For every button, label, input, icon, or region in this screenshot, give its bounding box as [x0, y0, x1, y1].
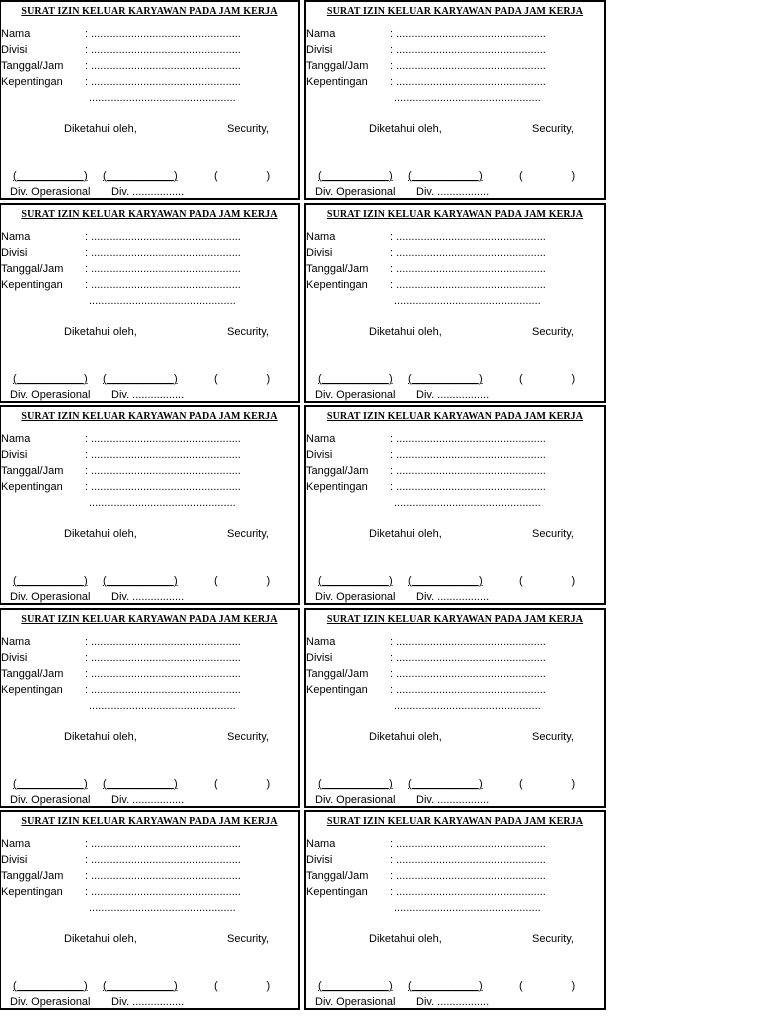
exit-permit-form: [0, 810, 300, 1010]
field-label: Tanggal/Jam: [306, 465, 369, 477]
field-value: : .................................................: [390, 668, 546, 680]
field-value: : .................................................: [390, 854, 546, 866]
field-value: : .................................................: [85, 481, 241, 493]
signature-blank-division: (___________): [103, 373, 178, 385]
field-label: Tanggal/Jam: [306, 668, 369, 680]
field-value: : .................................................: [85, 60, 241, 72]
field-value: : .................................................: [390, 263, 546, 275]
field-value: : .................................................: [390, 247, 546, 259]
field-label: Kepentingan: [1, 481, 63, 493]
field-value: : .................................................: [85, 838, 241, 850]
security-label: Security,: [532, 933, 574, 945]
field-nama: [306, 838, 604, 853]
field-label: Kepentingan: [1, 279, 63, 291]
div-other-label: Div. .................: [111, 389, 185, 401]
field-continuation: [306, 92, 604, 107]
continuation-line: ................................................: [394, 700, 541, 712]
field-divisi: [306, 854, 604, 869]
field-label: Kepentingan: [306, 279, 368, 291]
div-operasional-label: Div. Operasional: [315, 591, 396, 603]
form-title: SURAT IZIN KELUAR KARYAWAN PADA JAM KERJA: [326, 816, 584, 827]
field-value: : .................................................: [390, 76, 546, 88]
security-label: Security,: [227, 326, 269, 338]
field-nama: [306, 231, 604, 246]
continuation-line: ................................................: [394, 497, 541, 509]
signature-blank-security: ( ): [214, 778, 271, 790]
field-kepentingan: [306, 481, 604, 496]
field-divisi: [306, 44, 604, 59]
field-label: Divisi: [1, 652, 28, 664]
field-label: Nama: [306, 231, 336, 243]
continuation-line: ................................................: [394, 295, 541, 307]
field-kepentingan: [1, 481, 298, 496]
field-label: Tanggal/Jam: [1, 668, 64, 680]
div-other-label: Div. .................: [416, 794, 490, 806]
field-value: : .................................................: [85, 279, 241, 291]
exit-permit-form: [0, 203, 300, 403]
security-label: Security,: [227, 933, 269, 945]
form-title: SURAT IZIN KELUAR KARYAWAN PADA JAM KERJA: [21, 411, 278, 422]
continuation-line: ................................................: [89, 92, 236, 104]
signature-blank-security: ( ): [519, 575, 576, 587]
field-continuation: [1, 92, 298, 107]
div-other-label: Div. .................: [416, 591, 490, 603]
security-label: Security,: [227, 123, 269, 135]
field-value: : .................................................: [85, 263, 241, 275]
field-continuation: [306, 497, 604, 512]
security-label: Security,: [532, 123, 574, 135]
field-continuation: [306, 902, 604, 917]
div-other-label: Div. .................: [111, 794, 185, 806]
field-continuation: [1, 497, 298, 512]
exit-permit-form: [304, 203, 606, 403]
field-label: Kepentingan: [306, 684, 368, 696]
form-title: SURAT IZIN KELUAR KARYAWAN PADA JAM KERJA: [326, 411, 584, 422]
field-continuation: [306, 700, 604, 715]
field-value: : .................................................: [85, 870, 241, 882]
form-title: SURAT IZIN KELUAR KARYAWAN PADA JAM KERJA: [326, 209, 584, 220]
field-continuation: [1, 295, 298, 310]
known-by-label: Diketahui oleh,: [369, 326, 442, 338]
field-label: Tanggal/Jam: [1, 465, 64, 477]
field-kepentingan: [1, 279, 298, 294]
signature-blank-division: (___________): [408, 373, 483, 385]
field-label: Divisi: [1, 854, 28, 866]
field-value: : .................................................: [85, 433, 241, 445]
field-value: : .................................................: [85, 668, 241, 680]
field-value: : .................................................: [85, 465, 241, 477]
field-divisi: [306, 247, 604, 262]
continuation-line: ................................................: [89, 295, 236, 307]
field-tanggal-jam: [306, 263, 604, 278]
signature-blank-operasional: (___________): [318, 373, 393, 385]
field-label: Kepentingan: [306, 886, 368, 898]
field-label: Divisi: [1, 44, 28, 56]
signature-blank-security: ( ): [214, 373, 271, 385]
field-kepentingan: [1, 684, 298, 699]
field-label: Nama: [306, 28, 336, 40]
div-operasional-label: Div. Operasional: [10, 996, 91, 1008]
field-value: : .................................................: [390, 44, 546, 56]
field-value: : .................................................: [85, 636, 241, 648]
field-continuation: [1, 700, 298, 715]
continuation-line: ................................................: [394, 92, 541, 104]
div-operasional-label: Div. Operasional: [10, 186, 91, 198]
field-label: Tanggal/Jam: [306, 870, 369, 882]
continuation-line: ................................................: [394, 902, 541, 914]
signature-blank-security: ( ): [519, 778, 576, 790]
field-value: : .................................................: [85, 28, 241, 40]
field-label: Kepentingan: [306, 481, 368, 493]
field-value: : .................................................: [85, 886, 241, 898]
signature-blank-security: ( ): [519, 980, 576, 992]
field-nama: [1, 433, 298, 448]
div-operasional-label: Div. Operasional: [10, 389, 91, 401]
known-by-label: Diketahui oleh,: [64, 326, 137, 338]
field-label: Divisi: [306, 44, 333, 56]
field-kepentingan: [306, 886, 604, 901]
div-other-label: Div. .................: [111, 996, 185, 1008]
signature-blank-operasional: (___________): [13, 575, 88, 587]
div-operasional-label: Div. Operasional: [10, 591, 91, 603]
exit-permit-form: [0, 405, 300, 605]
field-divisi: [1, 652, 298, 667]
field-value: : .................................................: [390, 838, 546, 850]
field-nama: [1, 28, 298, 43]
div-other-label: Div. .................: [416, 186, 490, 198]
known-by-label: Diketahui oleh,: [64, 528, 137, 540]
field-divisi: [306, 652, 604, 667]
exit-permit-form: [304, 608, 606, 808]
field-value: : .................................................: [85, 247, 241, 259]
div-other-label: Div. .................: [111, 186, 185, 198]
field-label: Divisi: [306, 652, 333, 664]
known-by-label: Diketahui oleh,: [369, 933, 442, 945]
security-label: Security,: [532, 326, 574, 338]
field-nama: [1, 231, 298, 246]
field-label: Nama: [1, 636, 31, 648]
field-kepentingan: [306, 76, 604, 91]
div-other-label: Div. .................: [416, 996, 490, 1008]
field-kepentingan: [1, 886, 298, 901]
field-value: : .................................................: [390, 886, 546, 898]
field-divisi: [306, 449, 604, 464]
field-kepentingan: [306, 684, 604, 699]
signature-blank-division: (___________): [103, 575, 178, 587]
field-label: Nama: [306, 636, 336, 648]
field-value: : .................................................: [85, 231, 241, 243]
div-other-label: Div. .................: [111, 591, 185, 603]
exit-permit-form: [304, 405, 606, 605]
field-label: Divisi: [1, 247, 28, 259]
field-label: Nama: [1, 28, 31, 40]
form-title: SURAT IZIN KELUAR KARYAWAN PADA JAM KERJA: [326, 6, 584, 17]
field-tanggal-jam: [1, 870, 298, 885]
form-title: SURAT IZIN KELUAR KARYAWAN PADA JAM KERJA: [21, 614, 278, 625]
signature-blank-division: (___________): [103, 778, 178, 790]
field-value: : .................................................: [390, 481, 546, 493]
field-nama: [1, 636, 298, 651]
field-tanggal-jam: [306, 870, 604, 885]
field-label: Nama: [306, 433, 336, 445]
field-tanggal-jam: [1, 60, 298, 75]
field-value: : .................................................: [85, 449, 241, 461]
exit-permit-form: [0, 608, 300, 808]
signature-blank-division: (___________): [408, 575, 483, 587]
field-continuation: [306, 295, 604, 310]
field-value: : .................................................: [390, 449, 546, 461]
field-nama: [306, 28, 604, 43]
signature-blank-division: (___________): [103, 980, 178, 992]
field-label: Nama: [1, 433, 31, 445]
continuation-line: ................................................: [89, 700, 236, 712]
signature-blank-security: ( ): [214, 980, 271, 992]
signature-blank-operasional: (___________): [318, 980, 393, 992]
signature-blank-division: (___________): [408, 778, 483, 790]
field-label: Tanggal/Jam: [1, 870, 64, 882]
known-by-label: Diketahui oleh,: [369, 731, 442, 743]
field-value: : .................................................: [390, 465, 546, 477]
field-value: : .................................................: [85, 76, 241, 88]
form-title: SURAT IZIN KELUAR KARYAWAN PADA JAM KERJA: [21, 816, 278, 827]
security-label: Security,: [532, 528, 574, 540]
field-label: Kepentingan: [1, 886, 63, 898]
field-value: : .................................................: [390, 279, 546, 291]
field-nama: [1, 838, 298, 853]
signature-blank-security: ( ): [519, 373, 576, 385]
div-operasional-label: Div. Operasional: [10, 794, 91, 806]
field-label: Divisi: [306, 247, 333, 259]
continuation-line: ................................................: [89, 497, 236, 509]
security-label: Security,: [227, 731, 269, 743]
field-label: Nama: [1, 838, 31, 850]
known-by-label: Diketahui oleh,: [369, 123, 442, 135]
field-value: : .................................................: [390, 870, 546, 882]
signature-blank-division: (___________): [408, 170, 483, 182]
form-title: SURAT IZIN KELUAR KARYAWAN PADA JAM KERJA: [21, 209, 278, 220]
signature-blank-operasional: (___________): [318, 170, 393, 182]
known-by-label: Diketahui oleh,: [64, 731, 137, 743]
field-divisi: [1, 854, 298, 869]
known-by-label: Diketahui oleh,: [64, 933, 137, 945]
signature-blank-division: (___________): [408, 980, 483, 992]
signature-blank-operasional: (___________): [13, 778, 88, 790]
field-value: : .................................................: [390, 60, 546, 72]
field-label: Kepentingan: [1, 76, 63, 88]
signature-blank-security: ( ): [214, 575, 271, 587]
field-label: Kepentingan: [306, 76, 368, 88]
signature-blank-operasional: (___________): [13, 980, 88, 992]
field-tanggal-jam: [1, 668, 298, 683]
field-value: : .................................................: [390, 684, 546, 696]
field-value: : .................................................: [390, 28, 546, 40]
field-value: : .................................................: [85, 684, 241, 696]
field-value: : .................................................: [85, 854, 241, 866]
field-label: Nama: [1, 231, 31, 243]
form-title: SURAT IZIN KELUAR KARYAWAN PADA JAM KERJA: [326, 614, 584, 625]
field-tanggal-jam: [1, 263, 298, 278]
field-value: : .................................................: [85, 44, 241, 56]
field-label: Tanggal/Jam: [1, 60, 64, 72]
exit-permit-form: [304, 810, 606, 1010]
field-label: Divisi: [306, 854, 333, 866]
form-title: SURAT IZIN KELUAR KARYAWAN PADA JAM KERJA: [21, 6, 278, 17]
known-by-label: Diketahui oleh,: [369, 528, 442, 540]
div-operasional-label: Div. Operasional: [315, 186, 396, 198]
field-label: Divisi: [306, 449, 333, 461]
signature-blank-operasional: (___________): [13, 170, 88, 182]
signature-blank-operasional: (___________): [13, 373, 88, 385]
field-label: Tanggal/Jam: [306, 60, 369, 72]
field-value: : .................................................: [390, 433, 546, 445]
signature-blank-division: (___________): [103, 170, 178, 182]
field-value: : .................................................: [390, 636, 546, 648]
field-continuation: [1, 902, 298, 917]
field-value: : .................................................: [390, 231, 546, 243]
field-label: Divisi: [1, 449, 28, 461]
field-nama: [306, 433, 604, 448]
field-label: Kepentingan: [1, 684, 63, 696]
field-label: Tanggal/Jam: [306, 263, 369, 275]
field-divisi: [1, 247, 298, 262]
div-other-label: Div. .................: [416, 389, 490, 401]
field-tanggal-jam: [306, 668, 604, 683]
div-operasional-label: Div. Operasional: [315, 389, 396, 401]
signature-blank-security: ( ): [214, 170, 271, 182]
field-value: : .................................................: [390, 652, 546, 664]
field-label: Nama: [306, 838, 336, 850]
field-divisi: [1, 449, 298, 464]
exit-permit-form: [0, 0, 300, 200]
field-nama: [306, 636, 604, 651]
security-label: Security,: [227, 528, 269, 540]
security-label: Security,: [532, 731, 574, 743]
field-tanggal-jam: [306, 465, 604, 480]
exit-permit-form: [304, 0, 606, 200]
field-kepentingan: [1, 76, 298, 91]
field-value: : .................................................: [85, 652, 241, 664]
signature-blank-operasional: (___________): [318, 575, 393, 587]
field-tanggal-jam: [306, 60, 604, 75]
field-label: Tanggal/Jam: [1, 263, 64, 275]
field-tanggal-jam: [1, 465, 298, 480]
div-operasional-label: Div. Operasional: [315, 996, 396, 1008]
div-operasional-label: Div. Operasional: [315, 794, 396, 806]
field-kepentingan: [306, 279, 604, 294]
known-by-label: Diketahui oleh,: [64, 123, 137, 135]
signature-blank-operasional: (___________): [318, 778, 393, 790]
signature-blank-security: ( ): [519, 170, 576, 182]
field-divisi: [1, 44, 298, 59]
continuation-line: ................................................: [89, 902, 236, 914]
